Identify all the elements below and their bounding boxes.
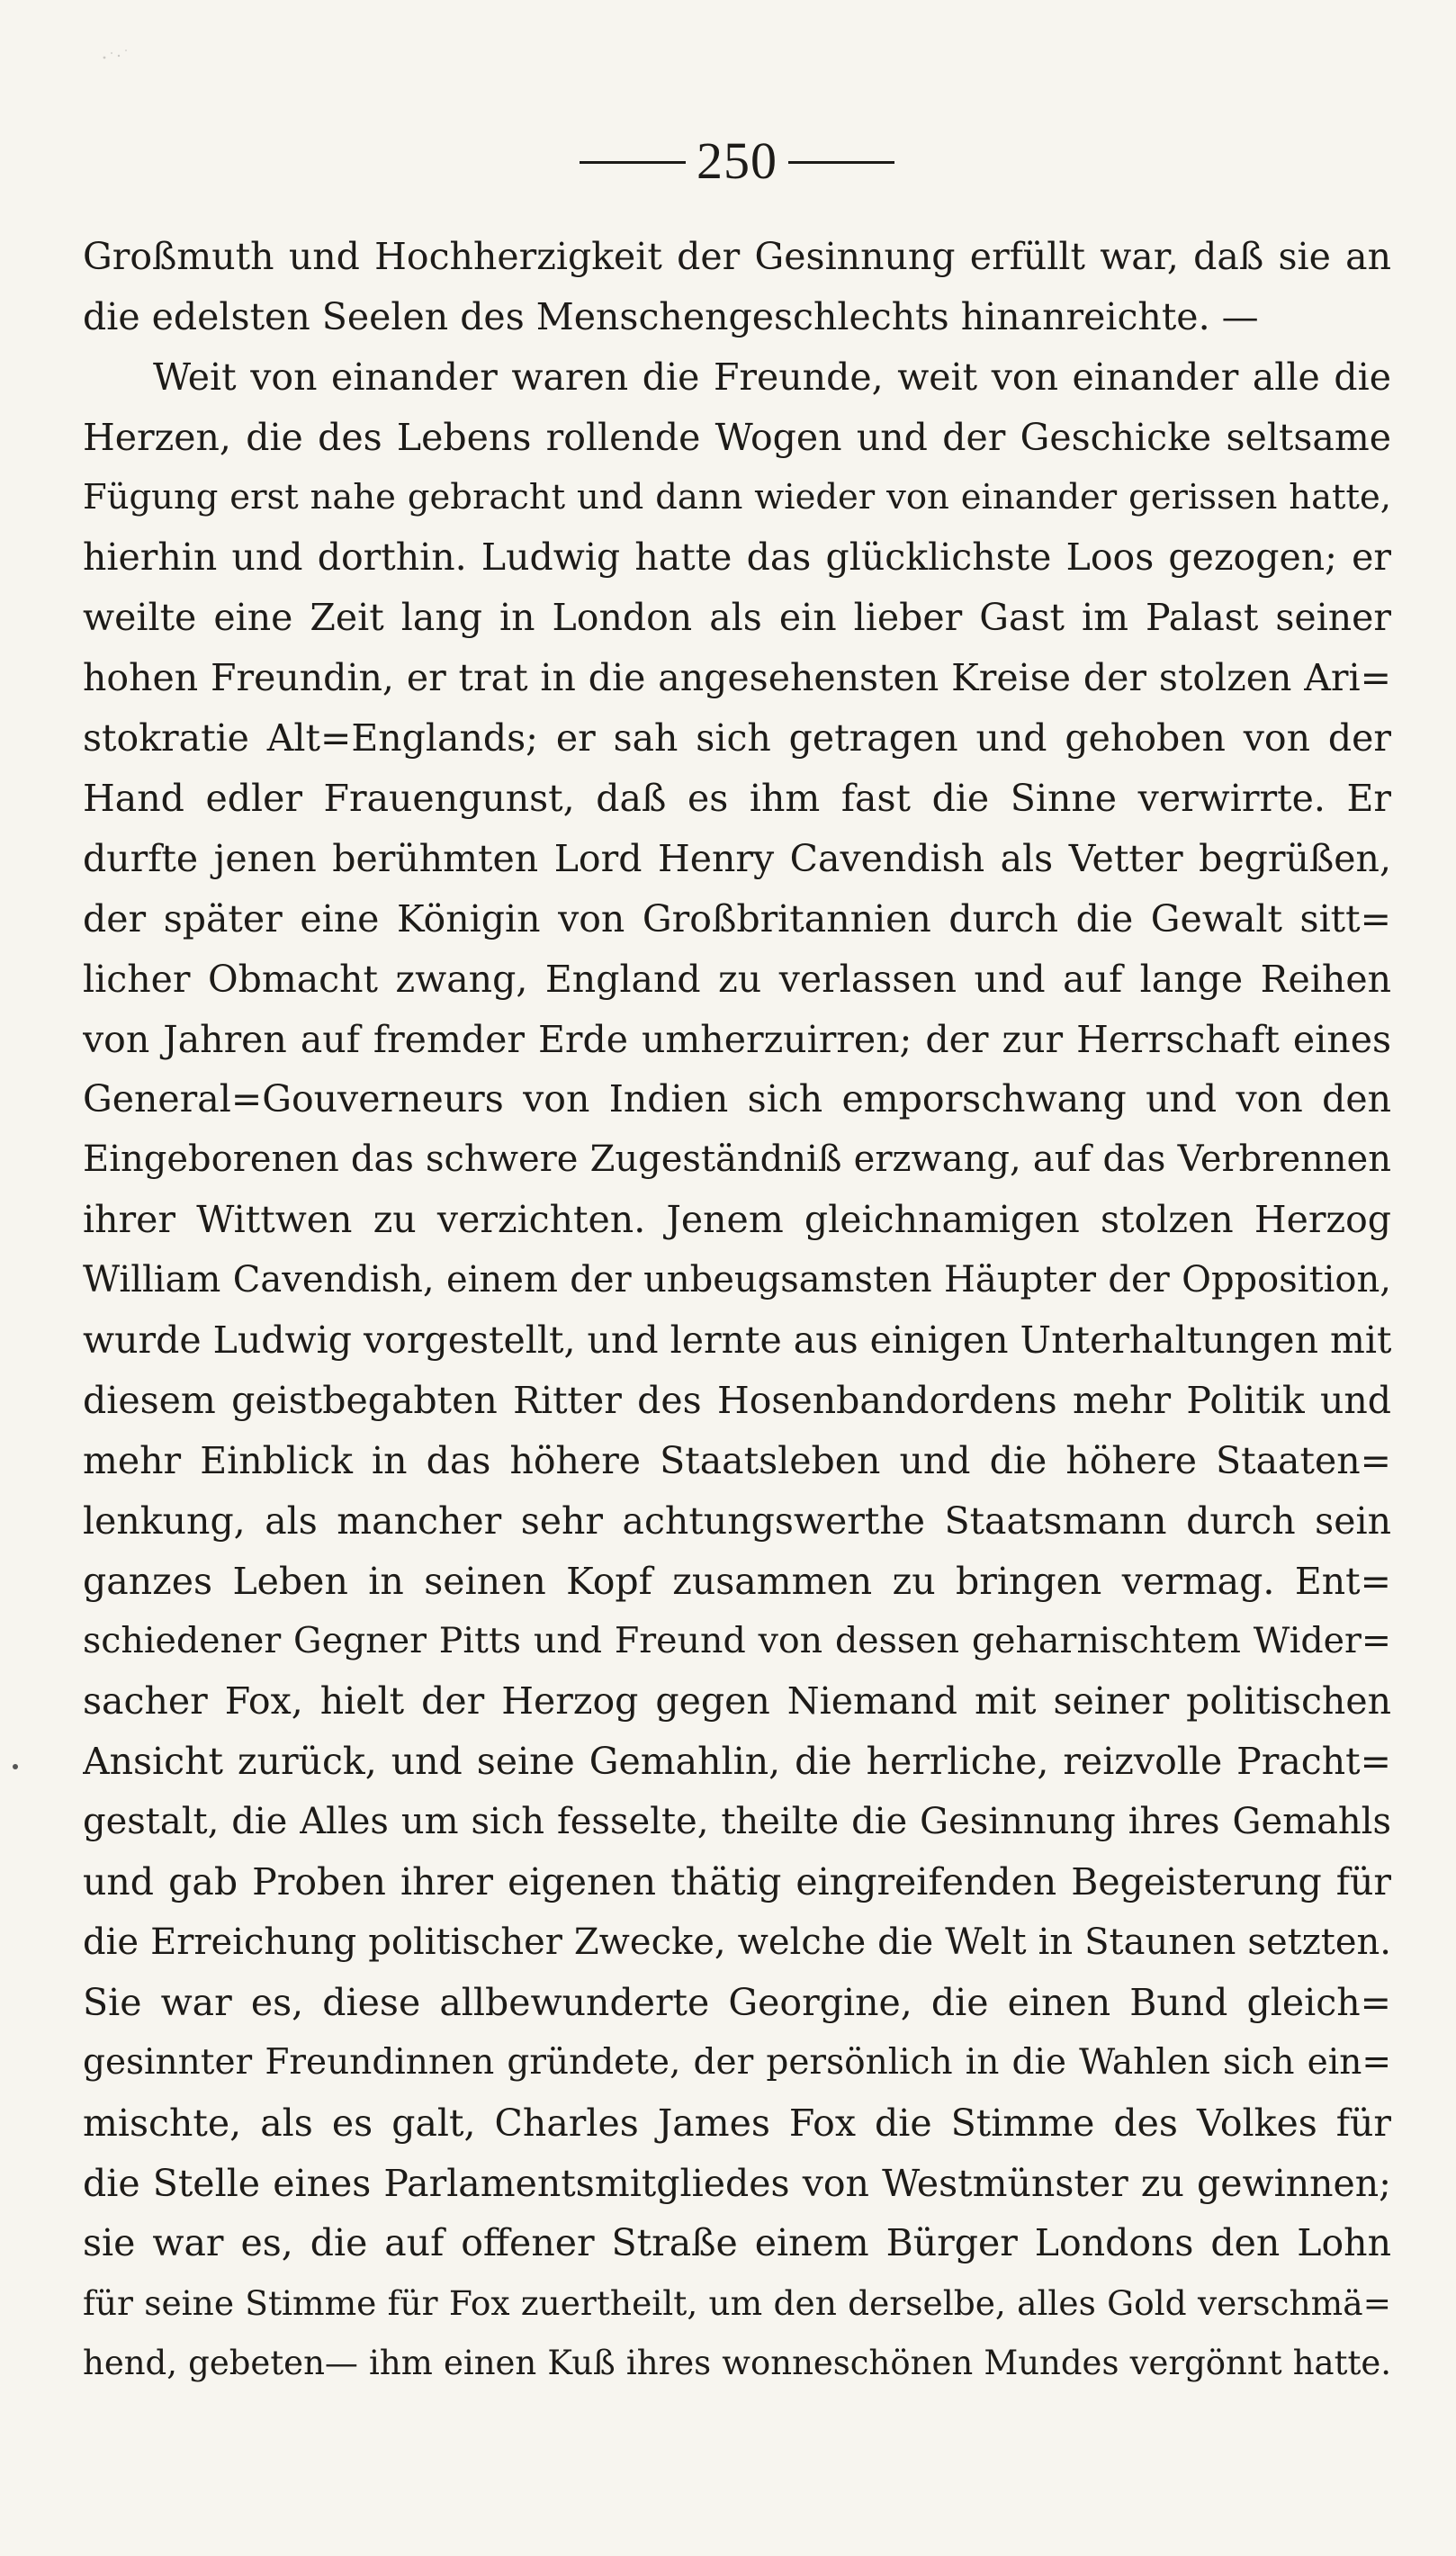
text-line: hohen Freundin, er trat in die angesehensten Kreise der stolzen Ari= bbox=[83, 656, 1391, 700]
text-line: Großmuth und Hochherzigkeit der Gesinnung erfüllt war, daß sie an bbox=[83, 235, 1391, 278]
text-line: mehr Einblick in das höhere Staatsleben und die höhere Staaten= bbox=[83, 1438, 1391, 1482]
paper-speck bbox=[13, 1764, 18, 1769]
text-line: ihrer Wittwen zu verzichten. Jenem gleichnamigen stolzen Herzog bbox=[83, 1198, 1391, 1242]
text-line: weilte eine Zeit lang in London als ein lieber Gast im Palast seiner bbox=[83, 596, 1391, 640]
text-line: Sie war es, diese allbewunderte Georgine, die einen Bund gleich= bbox=[83, 1980, 1391, 2024]
text-line: schiedener Gegner Pitts und Freund von dessen geharnischtem Wider= bbox=[83, 1620, 1391, 1662]
text-line: gesinnter Freundinnen gründete, der persönlich in die Wahlen sich ein= bbox=[83, 2041, 1391, 2083]
text-line: hend, gebeten— ihm einen Kuß ihres wonneschönen Mundes vergönnt hatte. bbox=[83, 2344, 1391, 2383]
text-line: durfte jenen berühmten Lord Henry Cavendish als Vetter begrüßen, bbox=[83, 836, 1391, 880]
text-line: Fügung erst nahe gebracht und dann wieder von einander gerissen hatte, bbox=[83, 476, 1391, 518]
text-line: Ansicht zurück, und seine Gemahlin, die herrliche, reizvolle Pracht= bbox=[83, 1740, 1391, 1784]
body-text bbox=[83, 227, 1391, 2394]
text-line: Herzen, die des Lebens rollende Wogen und der Geschicke seltsame bbox=[83, 415, 1391, 459]
text-line: sacher Fox, hielt der Herzog gegen Niemand mit seiner politischen bbox=[83, 1679, 1391, 1724]
text-line: Hand edler Frauengunst, daß es ihm fast die Sinne verwirrte. Er bbox=[83, 777, 1391, 821]
text-line: Eingeborenen das schwere Zugeständniß erzwang, auf das Verbrennen bbox=[83, 1138, 1391, 1181]
text-line: sie war es, die auf offener Straße einem Bürger Londons den Lohn bbox=[83, 2221, 1391, 2265]
text-line: William Cavendish, einem der unbeugsamsten Häupter der Opposition, bbox=[83, 1259, 1391, 1301]
text-line: mischte, als es galt, Charles James Fox die Stimme des Volkes für bbox=[83, 2101, 1391, 2145]
text-line: stokratie Alt=Englands; er sah sich getragen und gehoben von der bbox=[83, 716, 1391, 760]
text-line: für seine Stimme für Fox zuertheilt, um den derselbe, alles Gold verschmä= bbox=[83, 2283, 1391, 2324]
text-line: gestalt, die Alles um sich fesselte, theilte die Gesinnung ihres Gemahls bbox=[83, 1801, 1391, 1843]
paper-speck bbox=[99, 45, 135, 63]
text-line: General=Gouverneurs von Indien sich emporschwang und von den bbox=[83, 1077, 1391, 1121]
text-line: die Stelle eines Parlamentsmitgliedes von Westmünster zu gewinnen; bbox=[83, 2161, 1391, 2205]
book-page bbox=[83, 131, 1391, 2394]
text-line: der später eine Königin von Großbritannien durch die Gewalt sitt= bbox=[83, 896, 1391, 940]
text-line: die Erreichung politischer Zwecke, welche die Welt in Staunen setzten. bbox=[83, 1921, 1391, 1963]
header-dash-left bbox=[580, 161, 686, 164]
text-line: die edelsten Seelen des Menschengeschlechts hinanreichte. — bbox=[83, 294, 1259, 338]
text-line: von Jahren auf fremder Erde umherzuirren; der zur Herrschaft eines bbox=[83, 1017, 1391, 1061]
header-dash-right bbox=[788, 161, 894, 164]
text-line: lenkung, als mancher sehr achtungswerthe Staatsmann durch sein bbox=[83, 1498, 1391, 1543]
text-line: ganzes Leben in seinen Kopf zusammen zu bringen vermag. Ent= bbox=[83, 1559, 1391, 1603]
text-line: hierhin und dorthin. Ludwig hatte das glücklichste Loos gezogen; er bbox=[83, 536, 1391, 580]
page-number: 250 bbox=[697, 131, 777, 190]
text-line: diesem geistbegabten Ritter des Hosenbandordens mehr Politik und bbox=[83, 1378, 1391, 1422]
text-line: und gab Proben ihrer eigenen thätig eingreifenden Begeisterung für bbox=[83, 1860, 1391, 1904]
text-line: Weit von einander waren die Freunde, weit von einander alle die bbox=[153, 355, 1391, 399]
page-header bbox=[83, 131, 1391, 190]
text-line: wurde Ludwig vorgestellt, und lernte aus einigen Unterhaltungen mit bbox=[83, 1318, 1391, 1363]
text-line: licher Obmacht zwang, England zu verlassen und auf lange Reihen bbox=[83, 957, 1391, 1001]
